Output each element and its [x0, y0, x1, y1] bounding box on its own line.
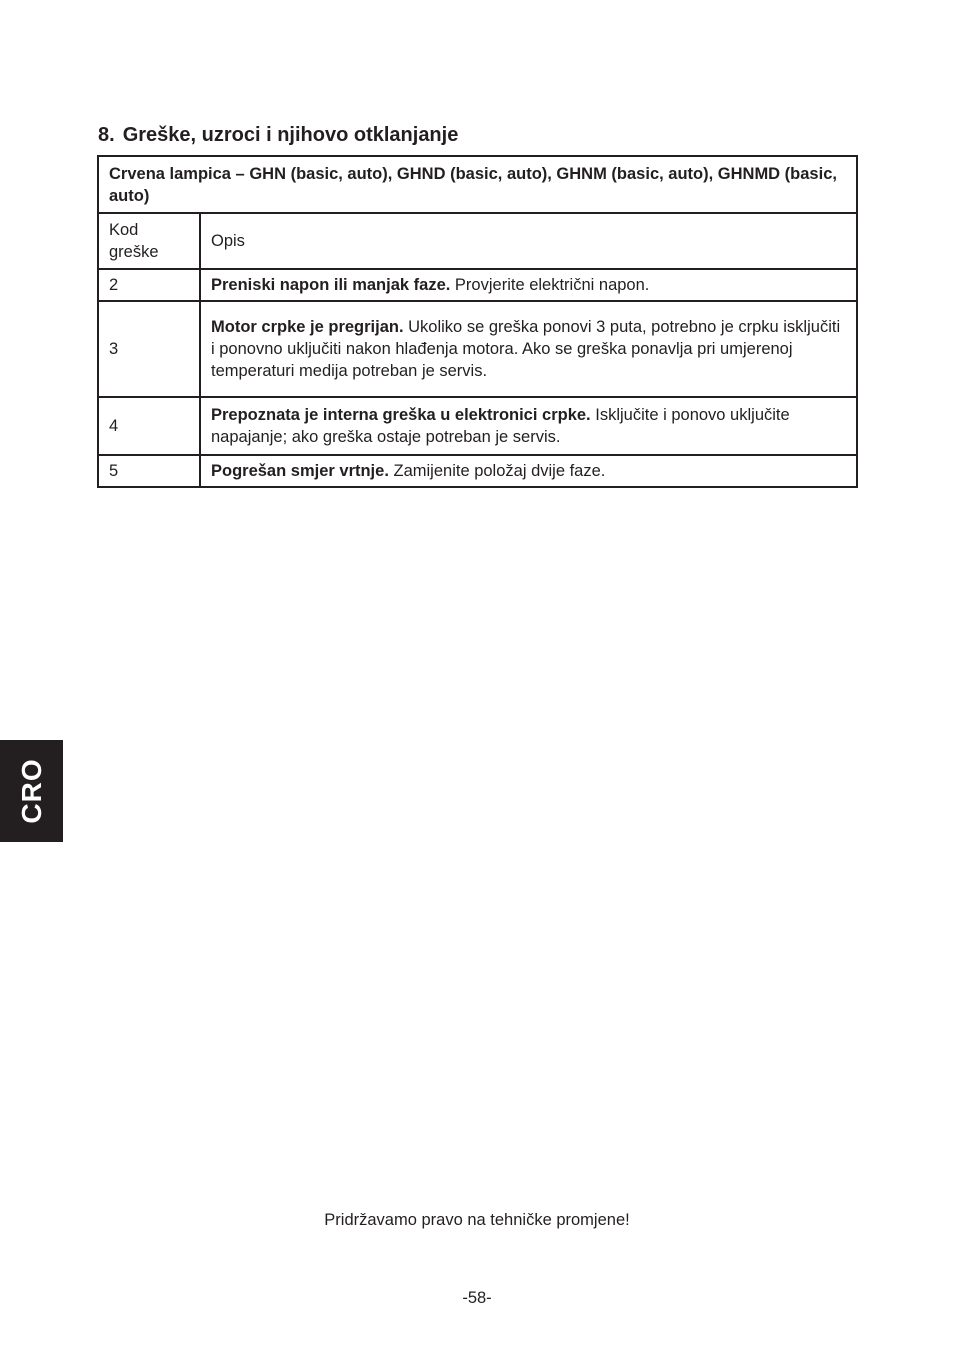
error-code-cell: 5: [98, 455, 200, 487]
column-header-description: Opis: [200, 213, 857, 269]
section-title: [98, 124, 458, 147]
table-header-row: [98, 213, 857, 269]
error-codes-table: [97, 155, 858, 488]
column-header-code: [98, 213, 200, 269]
column-header-code-line2: greške: [109, 243, 159, 261]
error-description-cell: [200, 455, 857, 487]
error-description-bold: Pogrešan smjer vrtnje.: [211, 462, 389, 480]
section-title-text: Greške, uzroci i njihovo otklanjanje: [122, 124, 459, 146]
table-row: [98, 269, 857, 301]
error-code-cell: 4: [98, 397, 200, 455]
error-description-text: Provjerite električni napon.: [450, 276, 650, 294]
language-tab: [0, 740, 63, 842]
error-description-text: Zamijenite položaj dvije faze.: [388, 462, 606, 480]
error-description-bold: Motor crpke je pregrijan.: [211, 318, 404, 336]
error-description-bold: Prepoznata je interna greška u elektronici crpke.: [211, 406, 591, 424]
error-code-cell: 2: [98, 269, 200, 301]
error-description-text: Isključite i ponovo uključite napajanje; ako greška ostaje potreban je servis.: [211, 406, 790, 446]
table-row: [98, 455, 857, 487]
error-description-bold: Preniski napon ili manjak faze.: [211, 276, 451, 294]
error-description-cell: [200, 397, 857, 455]
page-number: -58-: [462, 1289, 492, 1307]
error-description-cell: [200, 301, 857, 397]
error-description-cell: [200, 269, 857, 301]
table-row: [98, 301, 857, 397]
error-code-cell: 3: [98, 301, 200, 397]
table-caption: Crvena lampica – GHN (basic, auto), GHND (basic, auto), GHNM (basic, auto), GHNMD (basic, auto): [98, 156, 857, 213]
footer-note: Pridržavamo pravo na tehničke promjene!: [324, 1211, 630, 1229]
table-caption-row: [98, 156, 857, 213]
section-number: 8.: [98, 124, 115, 146]
language-tab-label: CRO: [15, 758, 47, 824]
error-description-text: Ukoliko se greška ponovi 3 puta, potrebno je crpku isključiti i ponovno uključiti nakon hlađenja motora. Ako se greška ponavlja pri umjerenoj temperaturi medija potreban je servis.: [211, 318, 841, 380]
table-row: [98, 397, 857, 455]
column-header-code-line1: Kod: [109, 221, 139, 239]
